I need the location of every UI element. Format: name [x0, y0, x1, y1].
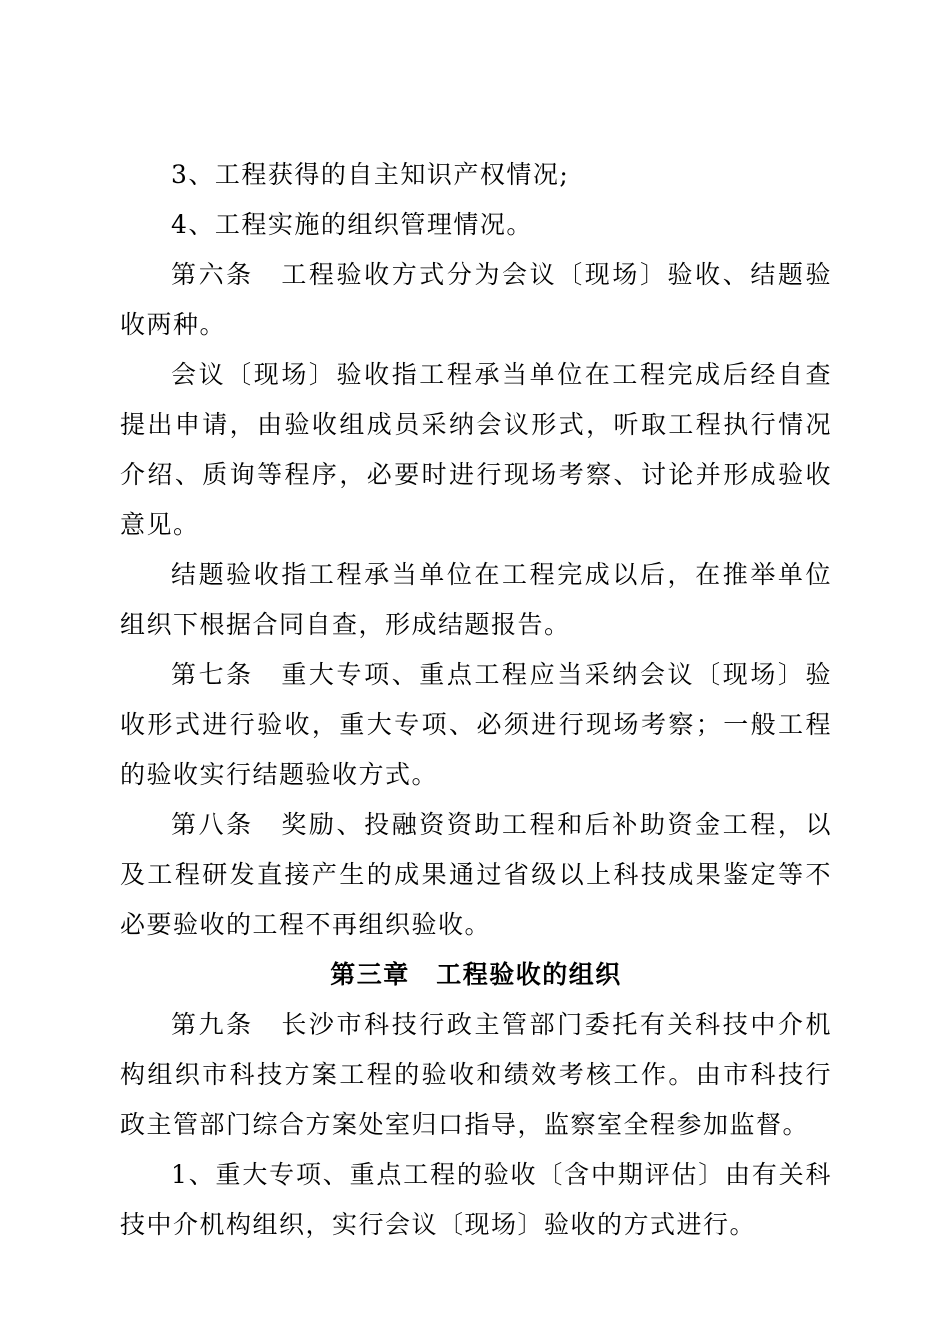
document-body — [120, 150, 832, 1250]
paragraph-meeting-acceptance: 会议〔现场〕验收指工程承当单位在工程完成后经自查提出申请，由验收组成员采纳会议形式，听取工程执行情况介绍、质询等程序，必要时进行现场考察、讨论并形成验收意见。 — [120, 360, 832, 539]
article-9: 第九条 长沙市科技行政主管部门委托有关科技中介机构组织市科技方案工程的验收和绩效考核工作。由市科技行政主管部门综合方案处室归口指导，监察室全程参加监督。 — [120, 1010, 832, 1139]
paragraph-management: 4、工程实施的组织管理情况。 — [171, 210, 533, 239]
paragraph-ip-rights: 3、工程获得的自主知识产权情况; — [171, 160, 570, 189]
chapter-3-heading: 第三章 工程验收的组织 — [330, 960, 622, 989]
paragraph-closing-acceptance: 结题验收指工程承当单位在工程完成以后，在推举单位组织下根据合同自查，形成结题报告。 — [120, 560, 832, 639]
article-8: 第八条 奖励、投融资资助工程和后补助资金工程，以及工程研发直接产生的成果通过省级以上科技成果鉴定等不必要验收的工程不再组织验收。 — [120, 810, 832, 939]
article-6: 第六条 工程验收方式分为会议〔现场〕验收、结题验收两种。 — [120, 260, 832, 339]
article-7: 第七条 重大专项、重点工程应当采纳会议〔现场〕验收形式进行验收，重大专项、必须进行现场考察；一般工程的验收实行结题验收方式。 — [120, 660, 832, 789]
paragraph-major-projects: 1、重大专项、重点工程的验收〔含中期评估〕由有关科技中介机构组织，实行会议〔现场〕验收的方式进行。 — [120, 1160, 832, 1239]
